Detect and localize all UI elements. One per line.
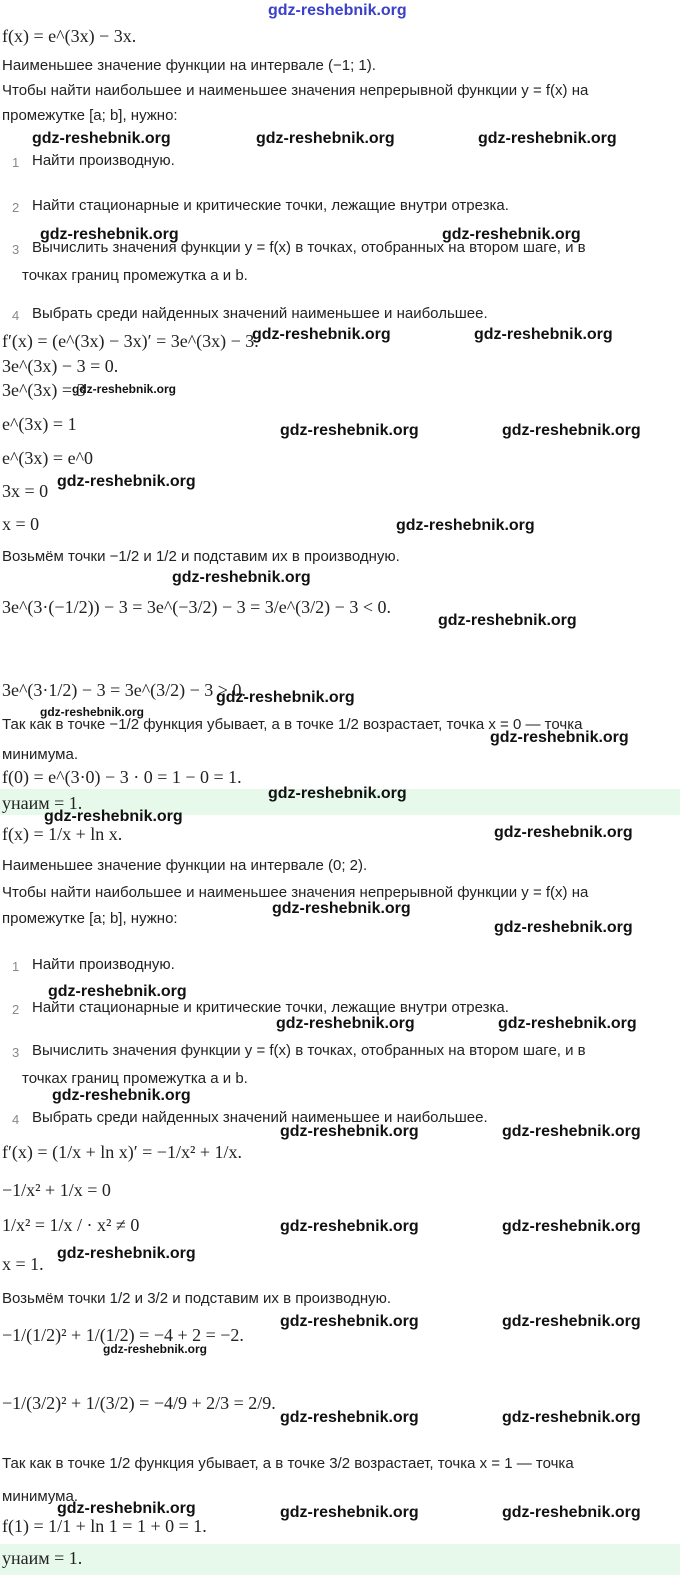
derivative-formula: f′(x) = (e^(3x) − 3x)′ = 3e^(3x) − 3. <box>2 331 259 351</box>
watermark-text: gdz-reshebnik.org <box>438 612 577 629</box>
equation: e^(3x) = e^0 <box>2 448 94 468</box>
step-text: Вычислить значения функции y = f(x) в точках, отобранных на втором шаге, и в <box>32 239 586 256</box>
calculation: 3e^(3·(−1/2)) − 3 = 3e^(−3/2) − 3 = 3/e^(3/2) − 3 < 0. <box>2 597 391 617</box>
problem-title: Наименьшее значение функции на интервале (−1; 1). <box>2 57 376 74</box>
watermark-text: gdz-reshebnik.org <box>40 226 179 243</box>
watermark-text: gdz-reshebnik.org <box>442 226 581 243</box>
step-text: Найти стационарные и критические точки, лежащие внутри отрезка. <box>32 999 509 1016</box>
watermark-text: gdz-reshebnik.org <box>502 1313 641 1330</box>
watermark-text: gdz-reshebnik.org <box>280 1123 419 1140</box>
watermark-text: gdz-reshebnik.org <box>502 1218 641 1235</box>
watermark-text: gdz-reshebnik.org <box>103 1342 208 1356</box>
step-text: Вычислить значения функции y = f(x) в точках, отобранных на втором шаге, и в <box>32 1042 586 1059</box>
calculation: −1/(3/2)² + 1/(3/2) = −4/9 + 2/3 = 2/9. <box>2 1393 276 1413</box>
step-number: 2 <box>12 1002 20 1017</box>
equation: 3e^(3x) = 3 <box>2 380 86 400</box>
step-number: 2 <box>12 200 20 215</box>
test-points-text: Возьмём точки 1/2 и 3/2 и подставим их в производную. <box>2 1290 392 1307</box>
watermark-text: gdz-reshebnik.org <box>268 2 407 19</box>
conclusion-text: Так как в точке −1/2 функция убывает, а в точке 1/2 возрастает, точка x = 0 — точка <box>2 716 583 733</box>
step-number: 4 <box>12 1112 20 1127</box>
equation: 3x = 0 <box>2 481 49 501</box>
equation: −1/x² + 1/x = 0 <box>2 1180 111 1200</box>
intro-text: промежутке [a; b], нужно: <box>2 107 178 124</box>
watermark-text: gdz-reshebnik.org <box>272 900 411 917</box>
step-number: 4 <box>12 308 20 323</box>
watermark-text: gdz-reshebnik.org <box>280 1218 419 1235</box>
watermark-text: gdz-reshebnik.org <box>474 326 613 343</box>
intro-text: Чтобы найти наибольшее и наименьшее значения непрерывной функции y = f(x) на <box>2 82 589 99</box>
step-text: Найти стационарные и критические точки, лежащие внутри отрезка. <box>32 197 509 214</box>
watermark-text: gdz-reshebnik.org <box>478 130 617 147</box>
step-text: Выбрать среди найденных значений наименьшее и наибольшее. <box>32 305 488 322</box>
intro-text: Чтобы найти наибольшее и наименьшее значения непрерывной функции y = f(x) на <box>2 884 589 901</box>
step-number: 3 <box>12 242 20 257</box>
equation: 3e^(3x) − 3 = 0. <box>2 356 119 376</box>
watermark-text: gdz-reshebnik.org <box>57 473 196 490</box>
step-text: Найти производную. <box>32 956 175 973</box>
watermark-text: gdz-reshebnik.org <box>280 422 419 439</box>
watermark-text: gdz-reshebnik.org <box>40 705 145 719</box>
conclusion-text: Так как в точке 1/2 функция убывает, а в точке 3/2 возрастает, точка x = 1 — точка <box>2 1455 574 1472</box>
equation: e^(3x) = 1 <box>2 414 77 434</box>
watermark-text: gdz-reshebnik.org <box>52 1087 191 1104</box>
equation: x = 0 <box>2 514 40 534</box>
watermark-text: gdz-reshebnik.org <box>57 1245 196 1262</box>
answer-highlight <box>0 1544 680 1575</box>
step-text: точках границ промежутка a и b. <box>22 267 248 284</box>
step-number: 1 <box>12 155 20 170</box>
watermark-text: gdz-reshebnik.org <box>280 1504 419 1521</box>
calculation: −1/(1/2)² + 1/(1/2) = −4 + 2 = −2. <box>2 1325 244 1345</box>
watermark-text: gdz-reshebnik.org <box>32 130 171 147</box>
watermark-text: gdz-reshebnik.org <box>268 785 407 802</box>
conclusion-text: минимума. <box>2 1488 78 1505</box>
step-number: 1 <box>12 959 20 974</box>
watermark-text: gdz-reshebnik.org <box>280 1313 419 1330</box>
step-text: точках границ промежутка a и b. <box>22 1070 248 1087</box>
watermark-text: gdz-reshebnik.org <box>172 569 311 586</box>
calculation: 3e^(3·1/2) − 3 = 3e^(3/2) − 3 > 0. <box>2 680 246 700</box>
equation: x = 1. <box>2 1254 44 1274</box>
watermark-text: gdz-reshebnik.org <box>502 1123 641 1140</box>
watermark-text: gdz-reshebnik.org <box>256 130 395 147</box>
function-value: f(0) = e^(3·0) − 3 · 0 = 1 − 0 = 1. <box>2 767 242 787</box>
step-text: Найти производную. <box>32 152 175 169</box>
watermark-text: gdz-reshebnik.org <box>502 1504 641 1521</box>
step-text: Выбрать среди найденных значений наименьшее и наибольшее. <box>32 1109 488 1126</box>
conclusion-text: минимума. <box>2 746 78 763</box>
derivative-formula: f′(x) = (1/x + ln x)′ = −1/x² + 1/x. <box>2 1142 243 1162</box>
watermark-text: gdz-reshebnik.org <box>48 983 187 1000</box>
problem-title: Наименьшее значение функции на интервале (0; 2). <box>2 857 368 874</box>
watermark-text: gdz-reshebnik.org <box>216 689 355 706</box>
watermark-text: gdz-reshebnik.org <box>498 1015 637 1032</box>
watermark-text: gdz-reshebnik.org <box>502 1409 641 1426</box>
watermark-text: gdz-reshebnik.org <box>396 517 535 534</box>
answer: yнаим = 1. <box>2 793 83 813</box>
watermark-text: gdz-reshebnik.org <box>252 326 391 343</box>
watermark-text: gdz-reshebnik.org <box>57 1500 196 1517</box>
watermark-text: gdz-reshebnik.org <box>494 919 633 936</box>
watermark-text: gdz-reshebnik.org <box>44 808 183 825</box>
test-points-text: Возьмём точки −1/2 и 1/2 и подставим их в производную. <box>2 548 400 565</box>
answer: yнаим = 1. <box>2 1548 83 1568</box>
watermark-text: gdz-reshebnik.org <box>502 422 641 439</box>
step-number: 3 <box>12 1045 20 1060</box>
equation: 1/x² = 1/x / · x² ≠ 0 <box>2 1215 140 1235</box>
function-value: f(1) = 1/1 + ln 1 = 1 + 0 = 1. <box>2 1516 207 1536</box>
watermark-text: gdz-reshebnik.org <box>494 824 633 841</box>
watermark-text: gdz-reshebnik.org <box>72 382 177 396</box>
watermark-text: gdz-reshebnik.org <box>490 729 629 746</box>
watermark-text: gdz-reshebnik.org <box>276 1015 415 1032</box>
watermark-text: gdz-reshebnik.org <box>280 1409 419 1426</box>
function-formula: f(x) = 1/x + ln x. <box>2 824 123 844</box>
intro-text: промежутке [a; b], нужно: <box>2 910 178 927</box>
function-formula: f(x) = e^(3x) − 3x. <box>2 26 137 46</box>
